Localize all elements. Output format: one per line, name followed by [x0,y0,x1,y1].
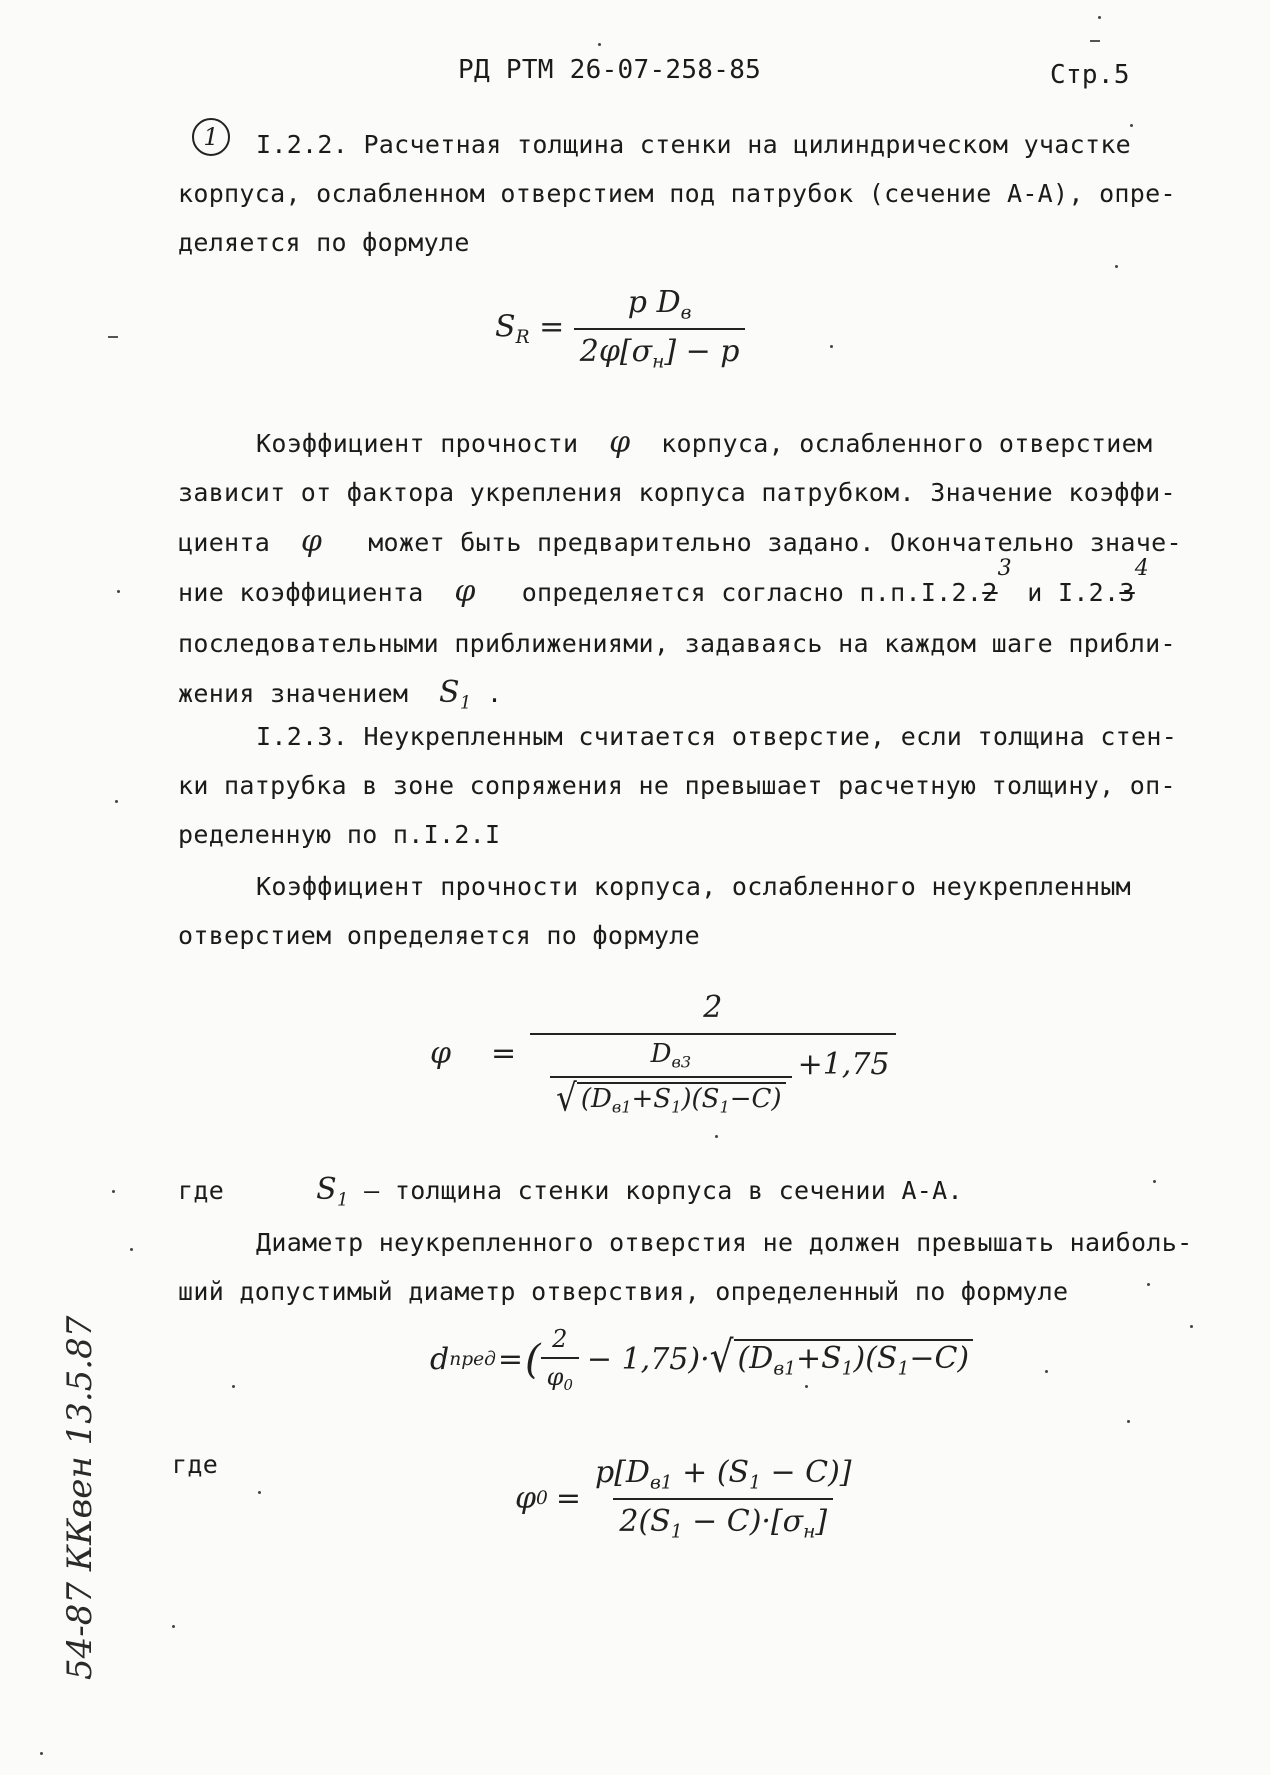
formula-symbol: +S [795,1341,842,1377]
formula-symbol: −C) [909,1341,970,1377]
formula-symbol: −C) [729,1083,782,1114]
formula-subscript: 1 [841,1358,854,1380]
text-segment: Коэффициент прочности [256,429,579,458]
paragraph-1-2-3 [178,712,1188,859]
formula-symbol: (D [580,1083,612,1114]
text-line: ки патрубка в зоне сопряжения не превышает расчетную толщину, оп- [178,771,1176,800]
formula-symbol: − C)·[σ [682,1503,804,1539]
radical-sign: √ [556,1075,577,1120]
phi-symbol: φ [430,1035,452,1071]
text-line: последовательными приближениями, задаваясь на каждом шаге прибли- [178,629,1176,658]
scan-speck [108,336,118,338]
text-line: ределенную по п.I.2.I [178,820,501,849]
formula-symbol: + (S [672,1455,750,1490]
formula-subscript: н [803,1521,816,1542]
text-line: деляется по формуле [178,228,470,257]
paragraph-coefficient [178,862,1188,960]
text-line: Коэффициент прочности корпуса, ослабленного неукрепленным [256,872,1132,901]
text-line [178,556,1188,619]
phi-symbol: φ [609,425,631,460]
document-code: РД РТМ 26-07-258-85 [458,55,762,85]
scan-speck [1130,124,1133,127]
text-line: отверстием определяется по формуле [178,921,700,950]
formula-symbol: D [656,285,681,320]
numerator: 2 [703,990,723,1025]
equals-sign: = [539,309,565,345]
text-segment: – толщина стенки корпуса в сечении А-А. [364,1176,963,1205]
radical-sign: √ [709,1331,734,1383]
fraction [574,285,746,372]
handwritten-correction: 3 [997,556,1012,581]
scan-speck [130,1248,133,1251]
struck-number: 2 [982,578,998,607]
text-segment: корпуса, ослабленного отверстием [661,429,1153,458]
phi-symbol: φ [454,574,476,609]
s-symbol: S [316,1172,338,1207]
square-root [709,1331,973,1383]
formula-symbol: +S [631,1083,672,1114]
formula-subscript: в [680,302,692,324]
phi-symbol: φ [515,1481,537,1516]
formula-symbol: − 1,75)· [586,1342,710,1378]
fraction [541,1325,579,1394]
formula-symbol: ] − p [664,333,740,369]
formula-subscript: R [515,327,530,348]
scan-speck [1153,1180,1156,1183]
text-segment: жения значением [178,679,409,708]
inner-fraction [550,1039,791,1120]
scan-speck [1045,1370,1048,1373]
formula-symbol: p[D [595,1455,650,1490]
fraction [589,1455,858,1542]
s-symbol: S [438,675,460,710]
text-segment: . [486,679,503,708]
formula-subscript: 1 [671,1097,682,1117]
square-root [550,1075,791,1120]
formula-subscript: 1 [897,1358,910,1380]
formula-subscript: 0 [536,1488,548,1509]
equals-sign: = [555,1481,581,1516]
phi-symbol: φ [300,524,323,559]
text-segment: ние коэффициента [178,578,424,607]
numerator [622,285,698,328]
equals-sign: = [491,1035,517,1071]
scan-speck [598,43,601,46]
text-segment: определяется согласно п.п.I.2. [521,578,983,607]
formula-symbol: D [650,1039,672,1069]
radicand [577,1082,786,1117]
struck-number: 3 [1119,578,1135,607]
where-s1-line [178,1172,963,1210]
formula-symbol: 2(S [619,1503,671,1539]
formula-symbol: − C)] [760,1455,852,1490]
scan-speck [232,1385,235,1388]
formula-symbol: S [495,309,516,345]
scan-speck [805,1385,808,1388]
text-line: зависит от фактора укрепления корпуса патрубком. Значение коэффи- [178,478,1176,507]
text-line [178,517,1188,567]
scan-speck [715,1135,718,1138]
scan-speck [1098,16,1101,19]
formula-symbol: )(S [853,1341,898,1377]
scan-speck [258,1491,261,1494]
text-line: Диаметр неукрепленного отверстия не должен превышать наиболь- [256,1228,1193,1257]
radicand [734,1339,974,1380]
denominator [530,1033,895,1120]
text-segment: циента [178,528,271,557]
formula-symbol: 2φ[σ [579,333,653,369]
scan-speck [117,590,120,593]
text-line: I.2.2. Расчетная толщина стенки на цилиндрическом участке [256,130,1132,159]
text-segment: может быть предварительно задано. Окончательно значе- [368,528,1182,557]
margin-signature: 54-87 ККвен 13.5.87 [60,1315,100,1680]
phi-symbol: φ [546,1363,564,1391]
scan-speck [1090,40,1100,42]
text-line: корпуса, ослабленном отверстием под патрубок (сечение А-А), опре- [178,179,1176,208]
paragraph-diameter [178,1218,1193,1316]
page-number: Стр.5 [1050,60,1130,90]
denominator [541,1357,579,1394]
formula-subscript: в1 [611,1097,632,1117]
formula-constant: +1,75 [797,1047,890,1083]
where-label: где [172,1450,219,1479]
text-line: ший допустимый диаметр отверствия, определенный по формуле [178,1277,1069,1306]
formula-subscript: пред [449,1349,496,1371]
formula-subscript: в3 [671,1052,692,1072]
scan-speck [1127,1420,1130,1423]
inner-numerator [645,1039,698,1076]
formula-subscript: 1 [719,1097,730,1117]
scan-speck [112,1190,115,1193]
formula-symbol: ] [815,1503,828,1539]
formula-symbol: ( [525,1336,541,1383]
denominator [613,1498,833,1543]
scan-speck [115,800,118,803]
formula-subscript: 1 [337,1189,349,1211]
formula-subscript: н [652,351,665,372]
fraction [530,990,895,1120]
handwritten-correction: 4 [1134,556,1150,581]
formula-symbol: d [430,1342,450,1378]
numerator: 2 [552,1325,568,1353]
formula-subscript: 1 [749,1472,761,1494]
text-line: I.2.3. Неукрепленным считается отверстие, если толщина стен- [256,722,1178,751]
formula-sr [495,285,745,372]
scan-speck [40,1752,43,1755]
formula-subscript: 0 [563,1376,573,1395]
scan-speck [1115,265,1118,268]
paragraph-1-2-2 [178,120,1188,267]
formula-phi [430,990,896,1120]
formula-symbol: p [627,285,648,320]
formula-subscript: 1 [670,1521,683,1542]
paragraph-phi [178,418,1188,727]
text-segment: и I.2. [1011,578,1120,607]
scan-speck [1147,1283,1150,1286]
equals-sign: = [497,1342,524,1378]
formula-d-pred [430,1325,973,1394]
scan-speck [1190,1325,1193,1328]
formula-subscript: в1 [773,1358,796,1380]
numerator [589,1455,858,1498]
scan-speck [830,345,833,348]
formula-symbol: )(S [681,1083,720,1114]
scan-speck [172,1625,175,1628]
where-label: где [178,1176,225,1205]
revision-number: 1 [203,123,219,151]
text-line [178,418,1188,468]
formula-phi0 [515,1455,858,1542]
formula-subscript: в1 [649,1472,673,1494]
formula-subscript: 1 [459,692,472,714]
denominator [574,328,746,373]
formula-symbol: (D [737,1341,774,1377]
